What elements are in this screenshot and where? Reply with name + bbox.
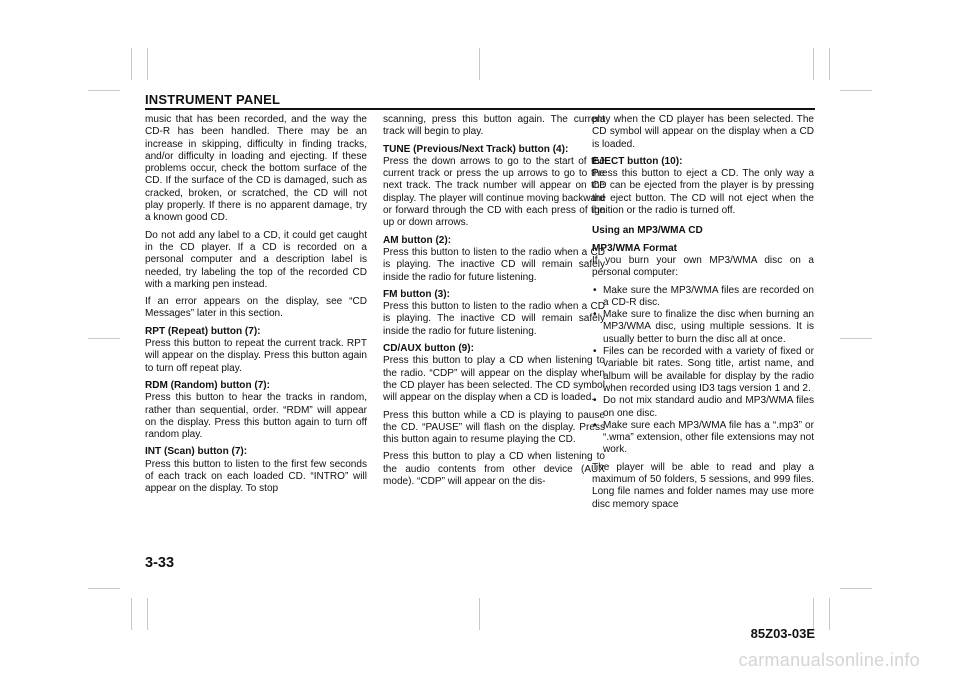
rpt-button-heading: RPT (Repeat) button (7): [145,325,261,337]
am-button-heading: AM button (2): [383,234,452,246]
paragraph: Do not add any label to a CD, it could get caught in the CD player. If a CD is recorded on a personal computer and a description label is needed, try labeling the top of the recorded CD with a marking pen instead. [145,229,367,290]
fm-button-heading: FM button (3): [383,288,450,300]
crop-mark [131,598,132,630]
tune-button-description: Press the down arrows to go to the start of the current track or press the up arrows to go to the next track. The track number will appear on the display. The player will continue moving backward or forward through the CD with each press of the up or down arrows. [383,155,605,229]
tune-button-heading: TUNE (Previous/Next Track) button (4): [383,143,569,155]
paragraph: scanning, press this button again. The current track will begin to play. [383,114,605,138]
section-title: INSTRUMENT PANEL [145,92,281,107]
crop-mark [840,338,872,339]
crop-mark [840,90,872,91]
rdm-button-description: Press this button to hear the tracks in random, rather than sequential, order. “RDM” will appear on the display. Press this button again to turn off random play. [145,392,367,441]
list-item: • Make sure each MP3/WMA file has a “.mp3” or “.wma” extension, other file extensions may not work. [592,420,814,457]
int-button-heading: INT (Scan) button (7): [145,446,248,458]
cdaux-button-heading: CD/AUX button (9): [383,343,474,355]
fm-button-description: Press this button to listen to the radio when a CD is playing. The inactive CD will remain safely inside the radio for future listening. [383,301,605,337]
rdm-button-heading: RDM (Random) button (7): [145,379,270,391]
paragraph: music that has been recorded, and the way the CD-R has been handled. There may be an increase in skipping, difficulty in finding tracks, and/or difficulty in loading and ejecting. If these problems occur, check the bottom surface of the CD. If the surface of the CD is damaged, such as cracked, broken, or scratched, the CD will not play properly. If there is no apparent damage, try a known good CD. [145,114,367,224]
watermark: carmanualsonline.info [738,650,920,670]
crop-mark [147,48,148,80]
int-button-description: Press this button to listen to the first few seconds of each track on each loaded CD. “INTRO” will appear on the display. To stop [145,458,367,495]
crop-mark [479,48,480,80]
text-column-3 [592,114,814,516]
crop-mark [88,338,120,339]
rpt-button-description: Press this button to repeat the current track. RPT will appear on the display. Press this button again to turn off repeat play. [145,338,367,374]
crop-mark [813,48,814,80]
cdaux-button-description: Press this button to play a CD when listening to the radio. “CDP” will appear on the display when the CD player has been selected. The CD symbol will appear on the display when a CD is loaded. [383,355,605,404]
eject-button-description: Press this button to eject a CD. The only way a CD can be ejected from the player is by pressing the eject button. The CD will not eject when the ignition or the radio is turned off. [592,168,814,217]
paragraph: If an error appears on the display, see “CD Messages” later in this section. [145,296,367,320]
text-column-2 [383,114,605,493]
crop-mark [147,598,148,630]
header-rule [145,108,815,110]
document-id: 85Z03-03E [750,626,815,641]
mp3-format-description: If you burn your own MP3/WMA disc on a personal computer: [592,254,814,279]
list-item: • Make sure the MP3/WMA files are recorded on a CD-R disc. [592,285,814,310]
list-item: • Make sure to finalize the disc when burning an MP3/WMA disc, using multiple sessions. It is usually better to burn the disc all at once. [592,309,814,346]
crop-mark [840,588,872,589]
am-button-description: Press this button to listen to the radio when a CD is playing. The inactive CD will remain safely inside the radio for future listening. [383,246,605,283]
paragraph: play when the CD player has been selected. The CD symbol will appear on the display when a CD is loaded. [592,114,814,150]
crop-mark [479,598,480,630]
paragraph: Press this button to play a CD when listening to the audio contents from other device (AUX mode). “CDP” will appear on the dis- [383,451,605,488]
list-item: • Do not mix standard audio and MP3/WMA files on one disc. [592,395,814,420]
paragraph: The player will be able to read and play a maximum of 50 folders, 5 sessions, and 999 files. Long file names and folder names may use more disc memory space [592,461,814,510]
text-column-1 [145,114,367,501]
crop-mark [88,588,120,589]
crop-mark [829,598,830,630]
list-item: • Files can be recorded with a variety of fixed or variable bit rates. Song title, artist name, and album will be available for display by the radio when recorded using ID3 tags version 1 and 2. [592,346,814,395]
mp3-tips-list [592,285,814,457]
crop-mark [829,48,830,80]
eject-button-heading: EJECT button (10): [592,155,683,167]
crop-mark [88,90,120,91]
mp3-format-heading: MP3/WMA Format [592,242,678,254]
mp3-section-heading: Using an MP3/WMA CD [592,225,703,237]
page-number: 3-33 [145,555,175,571]
paragraph: Press this button while a CD is playing to pause the CD. “PAUSE” will flash on the display. Press this button again to resume playing the CD. [383,409,605,446]
crop-mark [131,48,132,80]
